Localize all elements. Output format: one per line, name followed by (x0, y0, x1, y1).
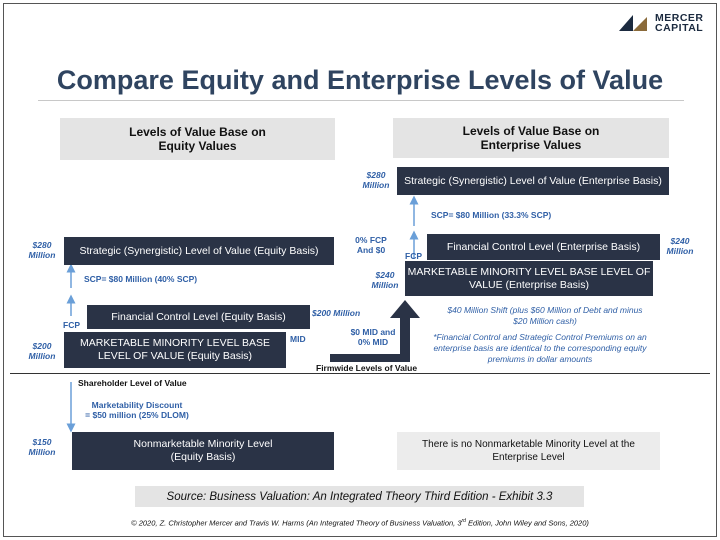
equity-scp-label: SCP= $80 Million (40% SCP) (84, 274, 198, 284)
shareholder-firmwide-divider (10, 373, 710, 374)
enterprise-marketable-label-line1: MARKETABLE MINORITY LEVEL BASE LEVEL OF (407, 265, 651, 278)
no-nonmarketable-line2: Enterprise Level (492, 452, 565, 463)
equity-strategic-level (64, 237, 334, 265)
page-title: Compare Equity and Enterprise Levels of Value (56, 65, 664, 95)
equity-fcp-label: FCP (63, 320, 80, 330)
footer-after: Edition, John Wiley and Sons, 2020) (465, 518, 589, 528)
enterprise-premium-note-line2: enterprise basis are identical to the corresponding equity (433, 343, 647, 353)
enterprise-shift-note-line1: $40 Million Shift (plus $60 Million of Debt and minus (447, 305, 643, 315)
equity-marketable-value-line2: Million (28, 351, 56, 361)
enterprise-strategic-value-line1: $280 (366, 170, 386, 180)
equity-nonmarketable-level (72, 432, 334, 470)
equity-nonmarketable-label-line2: (Equity Basis) (170, 451, 236, 463)
enterprise-financial-value-line1: $240 (670, 236, 690, 246)
equity-strategic-value (24, 240, 60, 260)
enterprise-premium-note-line1: *Financial Control and Strategic Control Premiums on an (433, 332, 647, 342)
enterprise-header-line2: Enterprise Values (480, 138, 582, 152)
enterprise-header-line1: Levels of Value Base on (462, 124, 600, 138)
equity-financial-value: $200 Million (312, 308, 361, 318)
equity-marketable-value-line1: $200 (32, 341, 52, 351)
equity-discount-line2: = $50 million (25% DLOM) (85, 410, 189, 420)
equity-marketable-level (64, 332, 286, 368)
enterprise-premium-note (420, 332, 660, 365)
equity-financial-level (87, 305, 310, 329)
enterprise-strategic-level (397, 167, 669, 195)
enterprise-fcp-note (351, 235, 391, 255)
enterprise-marketable-value (367, 270, 403, 290)
no-nonmarketable-line1: There is no Nonmarketable Minority Level at the (422, 439, 635, 450)
shareholder-label: Shareholder Level of Value (78, 378, 187, 388)
copyright-footer (0, 518, 720, 528)
enterprise-financial-value-line2: Million (666, 246, 694, 256)
enterprise-strategic-value-line2: Million (362, 180, 390, 190)
enterprise-financial-level (427, 234, 660, 260)
equity-discount-line1: Marketability Discount (91, 400, 183, 410)
enterprise-fcp-note-line1: 0% FCP (355, 235, 387, 245)
equity-mid-label: MID (290, 334, 306, 344)
equity-strategic-value-line2: Million (28, 250, 56, 260)
enterprise-premium-note-line3: premiums in dollar amounts (487, 354, 593, 364)
enterprise-mid-note-line2: 0% MID (357, 337, 389, 347)
equity-marketable-label-line1: MARKETABLE MINORITY LEVEL BASE (79, 337, 271, 349)
enterprise-marketable-value-line1: $240 (375, 270, 395, 280)
enterprise-marketable-value-line2: Million (371, 280, 399, 290)
enterprise-shift-note (425, 305, 665, 327)
enterprise-mid-note-line1: $0 MID and (350, 327, 396, 337)
equity-financial-label: Financial Control Level (Equity Basis) (111, 310, 286, 323)
source-caption (135, 486, 584, 507)
enterprise-shift-note-line2: $20 Million cash) (513, 316, 577, 326)
equity-marketable-label-line2: LEVEL OF VALUE (Equity Basis) (97, 350, 253, 362)
equity-discount-note (78, 400, 196, 420)
firmwide-label: Firmwide Levels of Value (316, 363, 418, 373)
enterprise-scp-label: SCP= $80 Million (33.3% SCP) (431, 210, 552, 220)
equity-marketable-value (24, 341, 60, 361)
footer-sup: rd (461, 518, 466, 524)
enterprise-marketable-level (405, 261, 653, 296)
equity-header-line2: Equity Values (158, 139, 237, 153)
equity-header-line1: Levels of Value Base on (129, 125, 266, 139)
equity-nonmarketable-value-line2: Million (28, 447, 56, 457)
equity-nonmarketable-value-line1: $150 (32, 437, 52, 447)
enterprise-marketable-label-line2: VALUE (Enterprise Basis) (468, 278, 589, 291)
brand-line2: CAPITAL (655, 22, 704, 34)
equity-strategic-label: Strategic (Synergistic) Level of Value (Equity Basis) (79, 244, 319, 257)
enterprise-strategic-value (358, 170, 394, 190)
source-text: Source: Business Valuation: An Integrated Theory Third Edition - Exhibit 3.3 (166, 490, 553, 503)
enterprise-fcp-label: FCP (405, 251, 422, 261)
enterprise-financial-value (661, 236, 699, 256)
brand-line1: MERCER (655, 12, 704, 24)
footer-before: © 2020, Z. Christopher Mercer and Travis W. Harms (An Integrated Theory of Business Valuation, 3 (131, 518, 462, 528)
enterprise-strategic-label: Strategic (Synergistic) Level of Value (Enterprise Basis) (404, 174, 662, 187)
equity-strategic-value-line1: $280 (32, 240, 52, 250)
enterprise-financial-label: Financial Control Level (Enterprise Basis) (446, 240, 641, 253)
enterprise-fcp-note-line2: And $0 (356, 245, 386, 255)
equity-nonmarketable-value (24, 437, 60, 457)
enterprise-no-nonmarketable (397, 432, 660, 470)
equity-nonmarketable-label-line1: Nonmarketable Minority Level (133, 438, 273, 450)
enterprise-mid-note (344, 327, 402, 347)
